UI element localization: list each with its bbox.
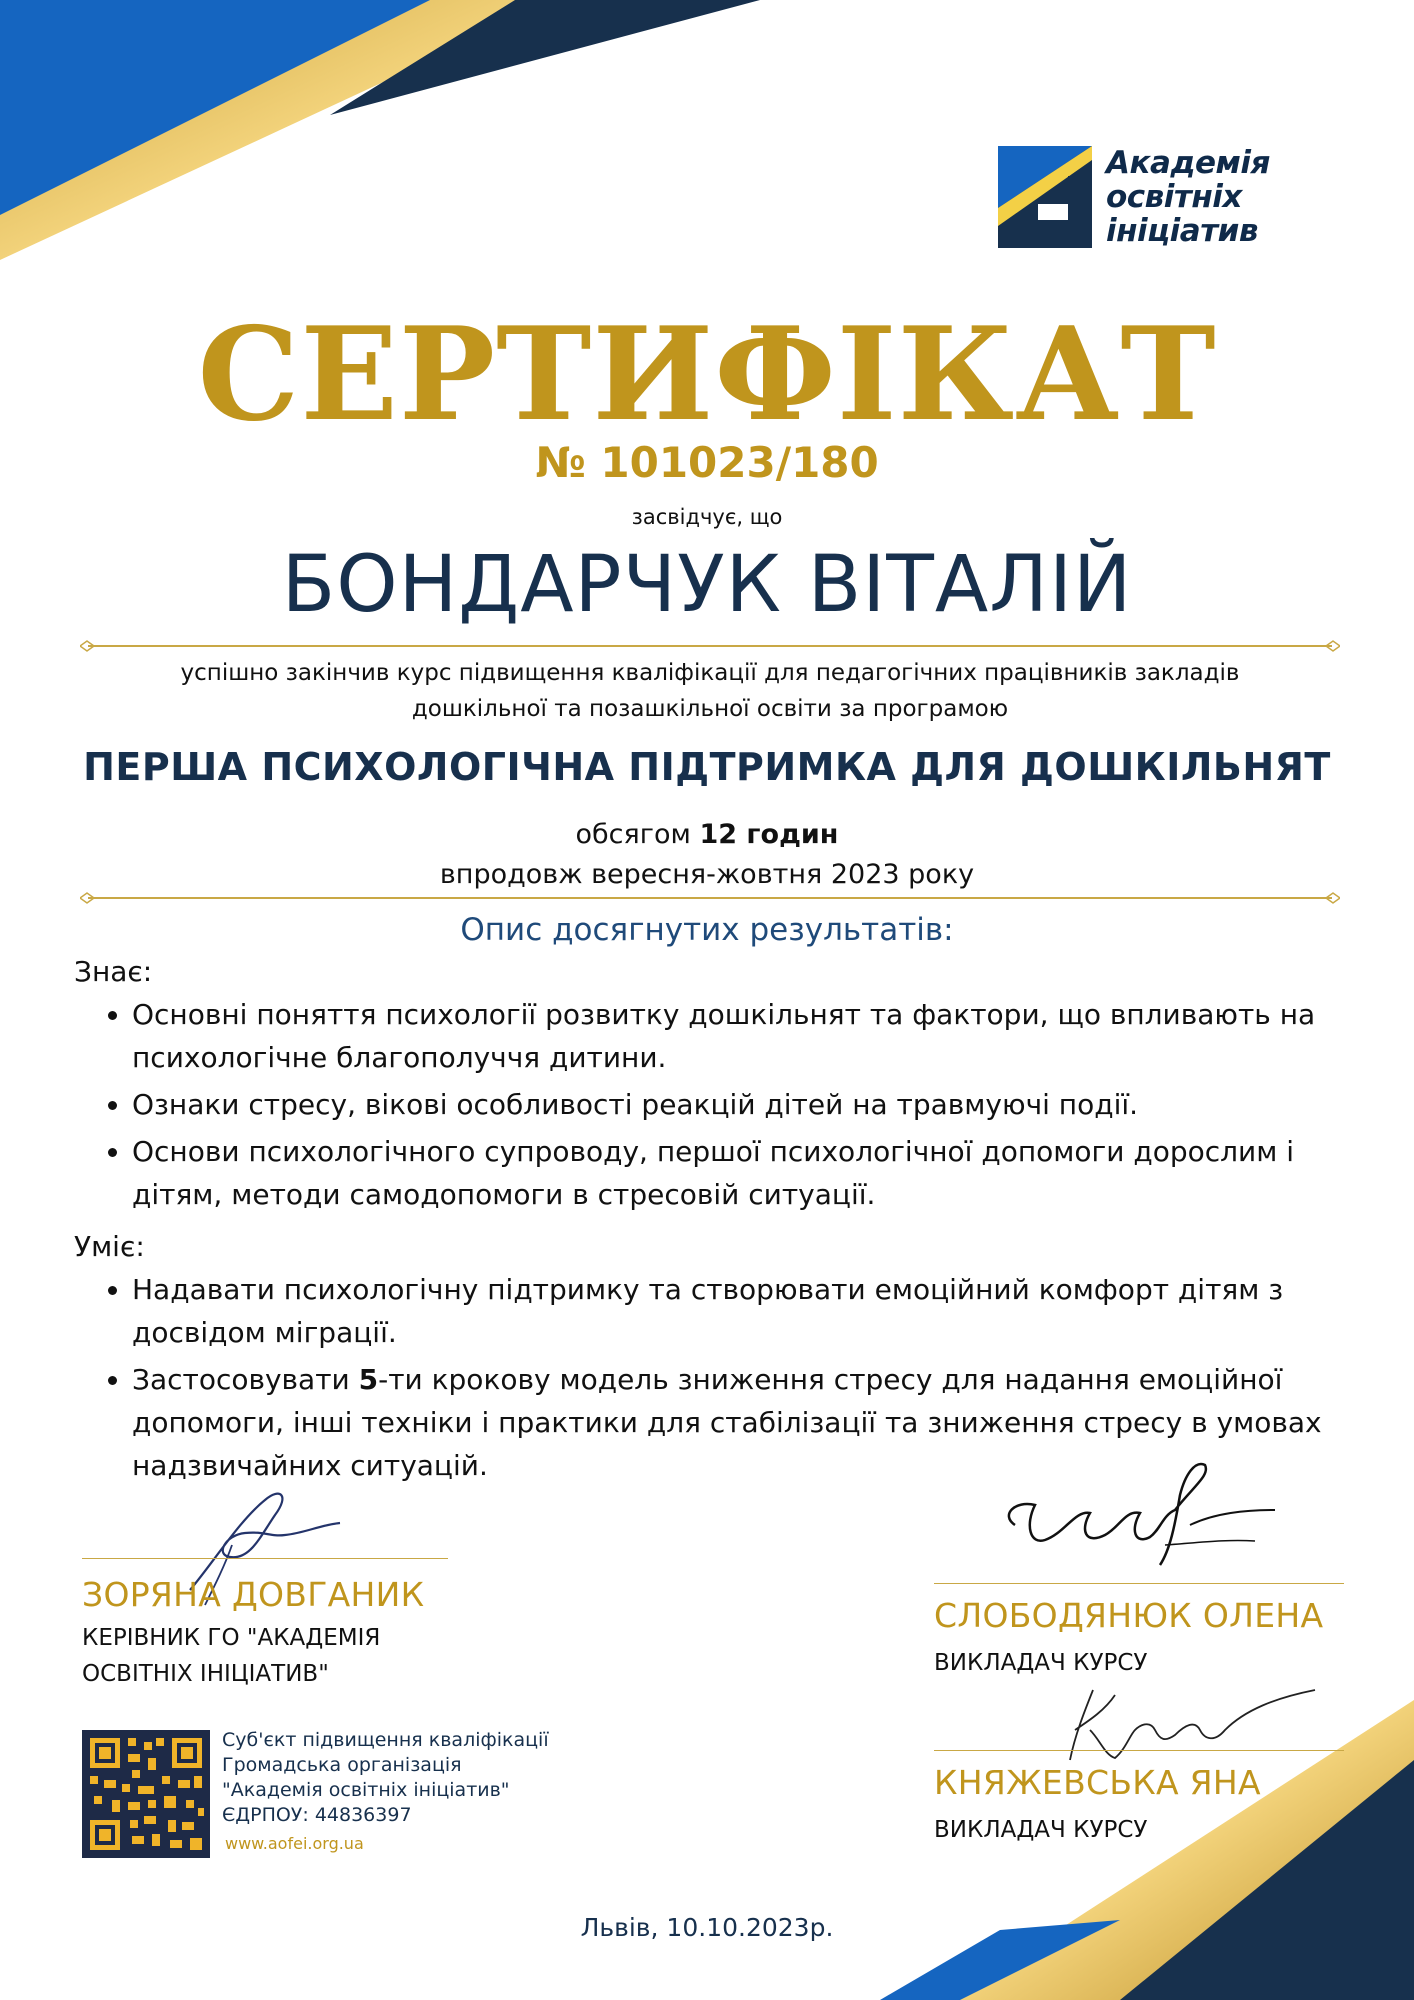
divider-bottom <box>80 891 1340 905</box>
certificate-number: № 101023/180 <box>535 438 879 487</box>
knows-section <box>74 950 1354 1220</box>
period-line <box>0 855 1414 895</box>
knows-item: • Основи психологічного супроводу, першої психологічної допомоги дорослим і дітям, методи самодопомоги в стресовій ситуації. <box>132 1130 1354 1216</box>
period-prefix: впродовж вересня-жовтня <box>439 859 823 890</box>
logo-word-3: ініціатив <box>1106 213 1258 249</box>
teacher2-name: КНЯЖЕВСЬКА ЯНА <box>934 1763 1261 1802</box>
teacher1-name: СЛОБОДЯНЮК ОЛЕНА <box>934 1596 1324 1635</box>
qr-code[interactable] <box>82 1730 210 1858</box>
divider-top <box>80 639 1340 653</box>
results-heading: Опис досягнутих результатів: <box>460 912 954 948</box>
completion-statement <box>80 655 1340 727</box>
director-signature-line <box>82 1558 448 1559</box>
director-block <box>82 1558 448 1692</box>
can-item-prefix: Застосовувати <box>132 1363 350 1396</box>
academy-logo <box>998 146 1268 254</box>
director-role <box>82 1620 448 1692</box>
teacher2-signature-line <box>934 1750 1344 1751</box>
academy-logo-mark <box>998 146 1098 250</box>
can-item-rest: -ти крокову модель зниження стресу для надання емоційної допомоги, інші техніки і практики для стабілізації та зниження стресу в умовах надзвичайних ситуацій. <box>132 1363 1322 1482</box>
logo-word-1: Академія <box>1106 145 1270 181</box>
teacher1-block <box>934 1583 1344 1681</box>
place-and-date: Львів, 10.10.2023р. <box>580 1913 834 1942</box>
provider-line-2: Громадська організація <box>222 1754 462 1776</box>
period-year: 2023 <box>830 859 900 890</box>
can-section <box>74 1225 1354 1491</box>
provider-info <box>222 1728 549 1828</box>
period-suffix: року <box>908 859 975 890</box>
logo-word-2: освітніх <box>1106 179 1242 215</box>
program-title: ПЕРША ПСИХОЛОГІЧНА ПІДТРИМКА ДЛЯ ДОШКІЛЬНЯТ <box>83 745 1331 789</box>
can-item: • Надавати психологічну підтримку та створювати емоційний комфорт дітям з досвідом міграції. <box>132 1268 1354 1354</box>
knows-label: Знає: <box>74 955 153 988</box>
certificate-title: СЕРТИФІКАТ <box>197 300 1217 450</box>
academy-logo-text <box>1106 146 1270 248</box>
volume-prefix: обсягом <box>575 819 691 850</box>
volume-value: 12 годин <box>699 819 839 850</box>
course-volume <box>0 815 1414 895</box>
director-role-line-1: КЕРІВНИК ГО "АКАДЕМІЯ <box>82 1625 381 1651</box>
director-role-line-2: ОСВІТНІХ ІНІЦІАТИВ" <box>82 1661 329 1687</box>
volume-line <box>0 815 1414 855</box>
knows-item: • Основні поняття психології розвитку дошкільнят та фактори, що впливають на психологічне благополуччя дитини. <box>132 993 1354 1079</box>
provider-line-3: "Академія освітніх ініціатив" <box>222 1779 510 1801</box>
can-item-bold: 5 <box>358 1363 379 1396</box>
recipient-name: БОНДАРЧУК ВІТАЛІЙ <box>281 540 1133 630</box>
completion-line-2: дошкільної та позашкільної освіти за програмою <box>411 696 1009 722</box>
director-name: ЗОРЯНА ДОВГАНИК <box>82 1575 425 1614</box>
teacher2-role: ВИКЛАДАЧ КУРСУ <box>934 1817 1148 1843</box>
website-link[interactable]: www.aofei.org.ua <box>225 1834 364 1853</box>
knows-item: • Ознаки стресу, вікові особливості реакцій дітей на травмуючі події. <box>132 1083 1354 1126</box>
can-label: Уміє: <box>74 1230 145 1263</box>
teacher1-role: ВИКЛАДАЧ КУРСУ <box>934 1650 1148 1676</box>
teacher2-block <box>934 1750 1344 1848</box>
knows-list <box>74 993 1354 1216</box>
certifies-text: засвідчує, що <box>631 505 783 529</box>
teacher1-signature <box>985 1455 1285 1575</box>
teacher1-signature-line <box>934 1583 1344 1584</box>
provider-line-4: ЄДРПОУ: 44836397 <box>222 1804 412 1826</box>
top-left-blue-ribbon <box>0 0 430 215</box>
completion-line-1: успішно закінчив курс підвищення кваліфікації для педагогічних працівників закладів <box>180 660 1240 686</box>
provider-line-1: Суб'єкт підвищення кваліфікації <box>222 1729 549 1751</box>
